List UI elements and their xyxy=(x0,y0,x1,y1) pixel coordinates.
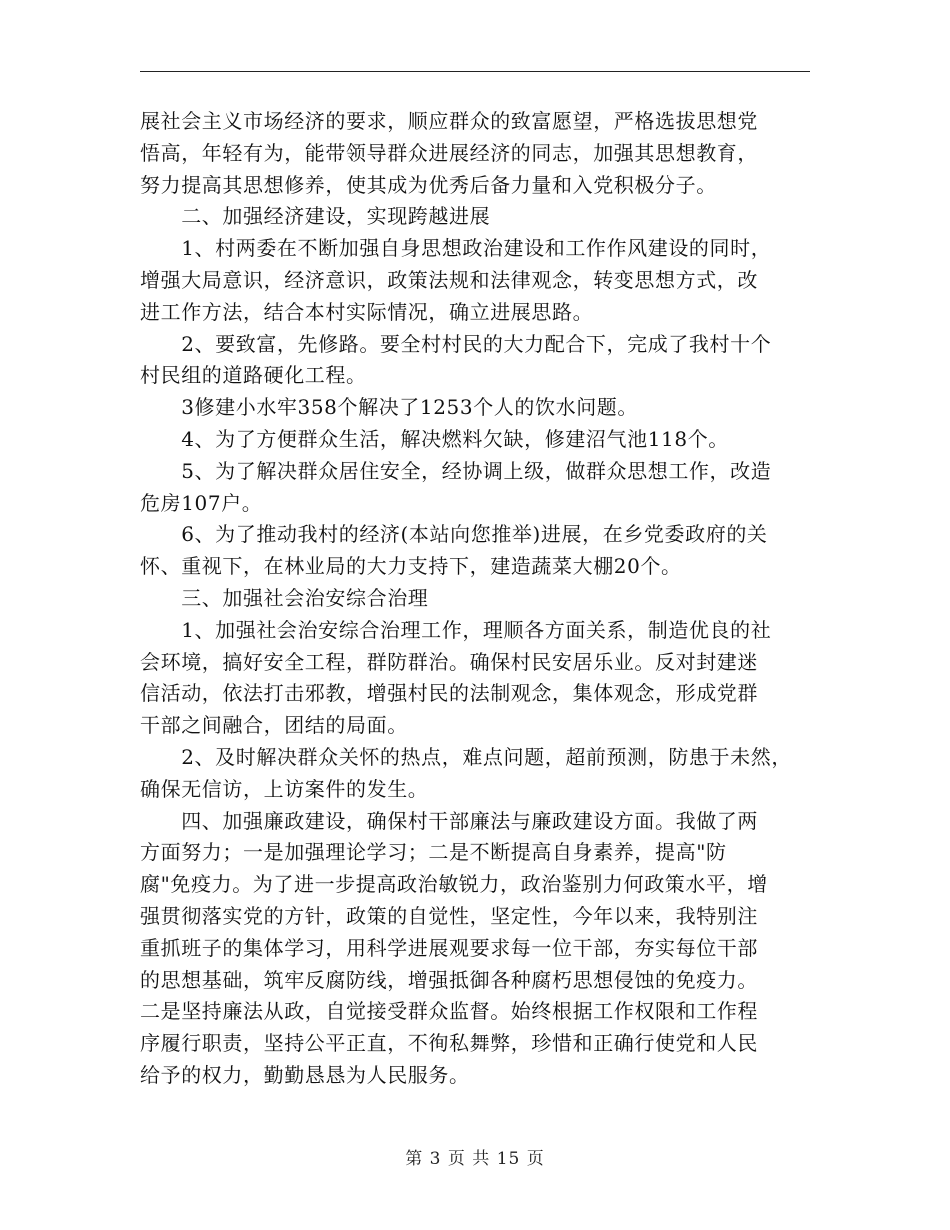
text-line: 怀、重视下，在林业局的大力支持下，建造蔬菜大棚20个。 xyxy=(140,554,682,579)
text-line: 4、为了方便群众生活，解决燃料欠缺，修建沼气池118个。 xyxy=(140,426,729,451)
text-line: 四、加强廉政建设，确保村干部廉法与廉政建设方面。我做了两 xyxy=(140,808,758,833)
text-line: 重抓班子的集体学习，用科学进展观要求每一位干部，夯实每位干部 xyxy=(140,935,758,960)
text-line: 会环境，搞好安全工程，群防群治。确保村民安居乐业。反对封建迷 xyxy=(140,649,758,674)
text-line: 序履行职责，坚持公平正直，不徇私舞弊，珍惜和正确行使党和人民 xyxy=(140,1031,758,1056)
text-line: 腐"免疫力。为了进一步提高政治敏锐力，政治鉴别力何政策水平，增 xyxy=(140,872,768,897)
text-line: 2、要致富，先修路。要全村村民的大力配合下，完成了我村十个 xyxy=(140,331,772,356)
text-line: 展社会主义市场经济的要求，顺应群众的致富愿望，严格选拔思想党 xyxy=(140,109,758,133)
text-line: 1、村两委在不断加强自身思想政治建设和工作作风建设的同时， xyxy=(140,236,772,261)
text-line: 信活动，依法打击邪教，增强村民的法制观念，集体观念，形成党群 xyxy=(140,681,758,706)
text-line: 二是坚持廉法从政，自觉接受群众监督。始终根据工作权限和工作程 xyxy=(140,999,758,1024)
header-rule xyxy=(140,71,810,72)
text-line: 1、加强社会治安综合治理工作，理顺各方面关系，制造优良的社 xyxy=(140,617,772,642)
text-line: 6、为了推动我村的经济(本站向您推举)进展，在乡党委政府的关 xyxy=(140,522,768,547)
section-heading: 三、加强社会治安综合治理 xyxy=(140,585,429,610)
text-line: 村民组的道路硬化工程。 xyxy=(140,363,367,388)
text-line: 的思想基础，筑牢反腐防线，增强抵御各种腐朽思想侵蚀的免疫力。 xyxy=(140,967,758,992)
document-body xyxy=(140,106,840,1092)
text-line: 3修建小水牢358个解决了1253个人的饮水问题。 xyxy=(140,395,638,420)
text-line: 增强大局意识，经济意识，政策法规和法律观念，转变思想方式，改 xyxy=(140,267,758,292)
text-line: 5、为了解决群众居住安全，经协调上级，做群众思想工作，改造 xyxy=(140,458,772,483)
text-line: 确保无信访，上访案件的发生。 xyxy=(140,776,429,801)
text-line: 危房107户。 xyxy=(140,490,263,515)
text-line: 努力提高其思想修养，使其成为优秀后备力量和入党积极分子。 xyxy=(140,172,717,197)
text-line: 悟高，年轻有为，能带领导群众进展经济的同志，加强其思想教育， xyxy=(140,140,758,165)
text-line: 给予的权力，勤勤恳恳为人民服务。 xyxy=(140,1062,470,1087)
section-heading: 二、加强经济建设，实现跨越进展 xyxy=(140,204,491,229)
text-line: 2、及时解决群众关怀的热点，难点问题，超前预测，防患于未然， xyxy=(140,744,792,769)
page-number-footer: 第 3 页 共 15 页 xyxy=(405,1149,545,1169)
text-line: 方面努力；一是加强理论学习；二是不断提高自身素养，提高"防 xyxy=(140,840,727,865)
text-line: 强贯彻落实党的方针，政策的自觉性，坚定性，今年以来，我特别注 xyxy=(140,903,758,928)
text-line: 干部之间融合，团结的局面。 xyxy=(140,713,408,738)
text-line: 进工作方法，结合本村实际情况，确立进展思路。 xyxy=(140,299,594,324)
